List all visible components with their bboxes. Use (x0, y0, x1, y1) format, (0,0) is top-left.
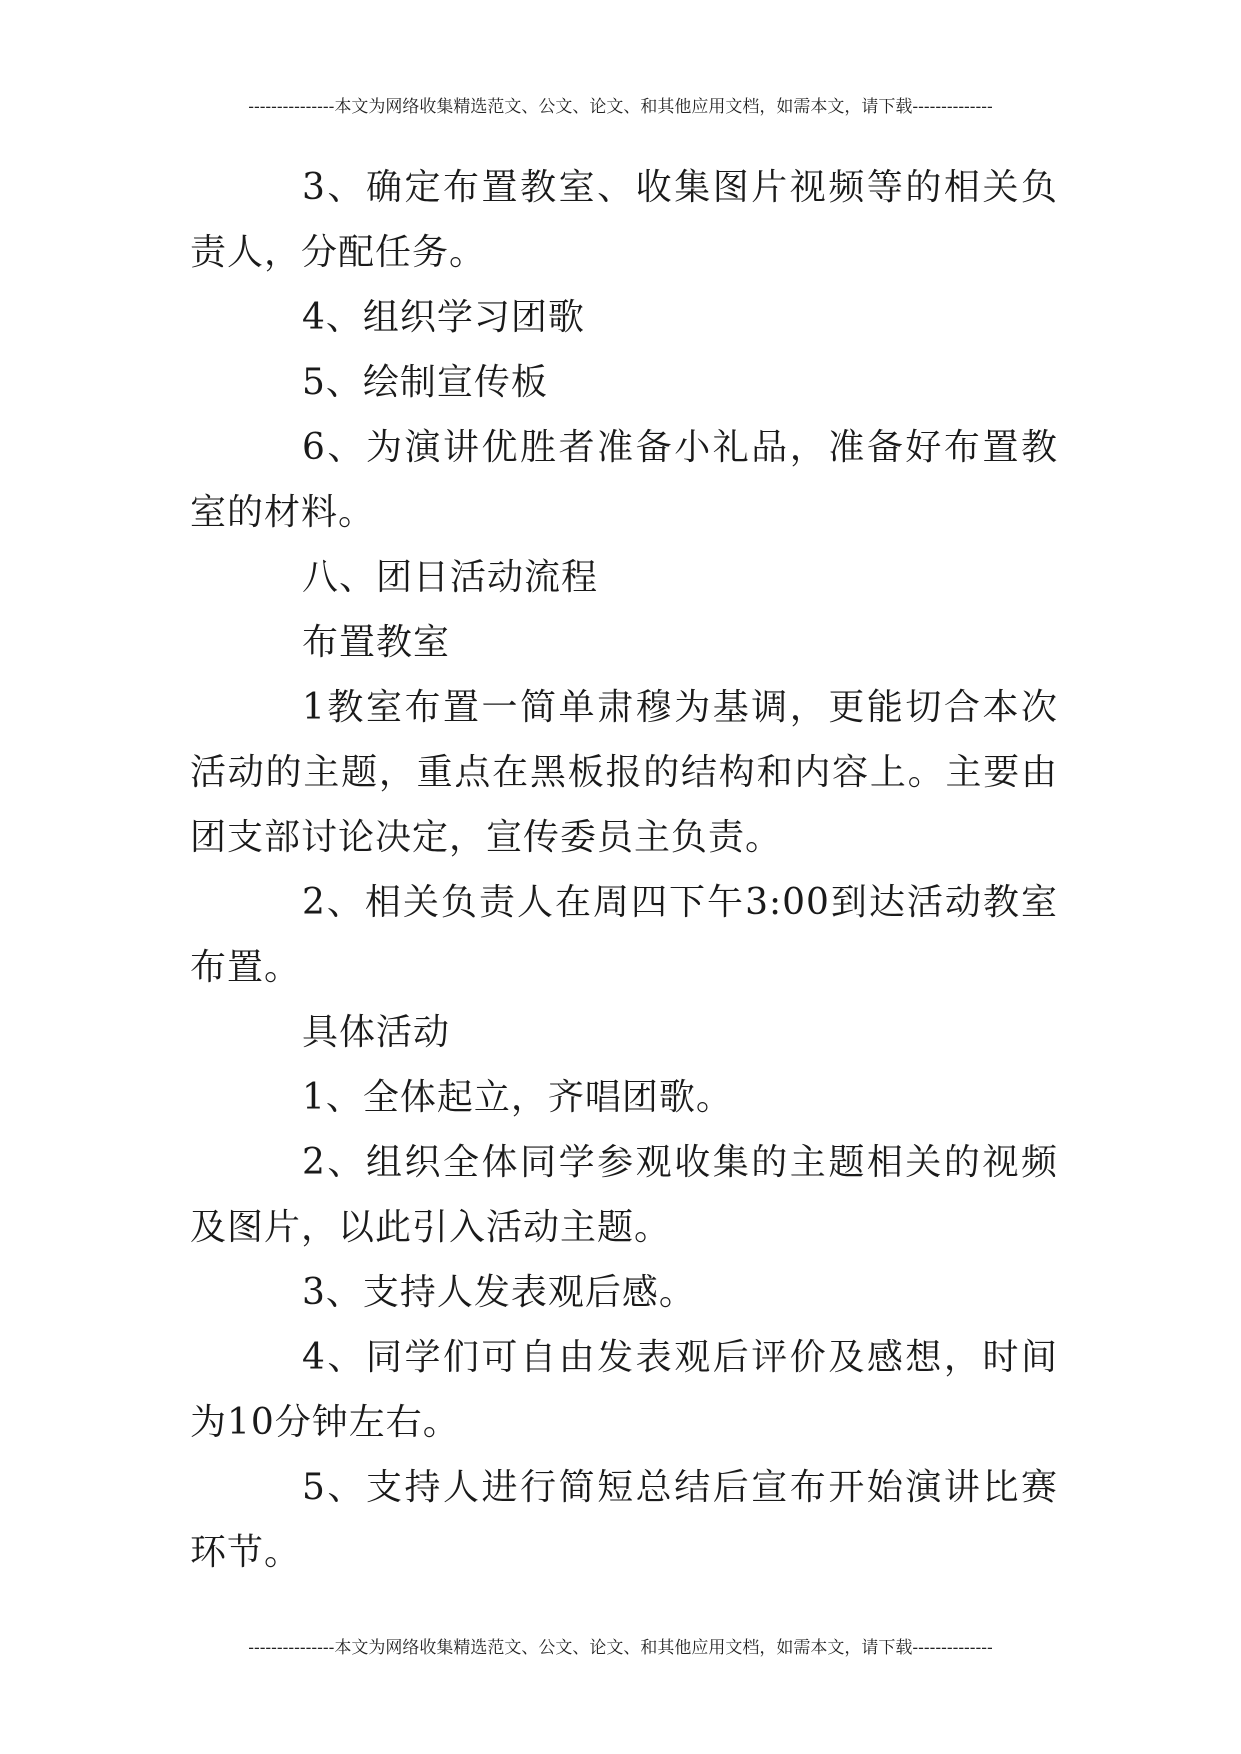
subsection-heading: 布置教室 (302, 622, 451, 663)
paragraph: 1、全体起立，齐唱团歌。 (302, 1077, 733, 1118)
paragraph: 3、确定布置教室、收集图片视频等的相关负责人，分配任务。 (190, 167, 1058, 273)
subsection-heading: 具体活动 (302, 1012, 451, 1053)
paragraph: 5、支持人进行简短总结后宣布开始演讲比赛环节。 (190, 1467, 1058, 1573)
paragraph: 1教室布置一简单肃穆为基调，更能切合本次活动的主题，重点在黑板报的结构和内容上。主要由团支部讨论决定，宣传委员主负责。 (190, 687, 1058, 858)
section-heading: 八、团日活动流程 (302, 557, 599, 598)
paragraph: 4、同学们可自由发表观后评价及感想，时间为10分钟左右。 (190, 1337, 1058, 1443)
paragraph: 6、为演讲优胜者准备小礼品，准备好布置教室的材料。 (190, 427, 1058, 533)
paragraph: 5、绘制宣传板 (302, 362, 548, 403)
document-body (190, 155, 1058, 1585)
paragraph: 3、支持人发表观后感。 (302, 1272, 696, 1313)
paragraph: 2、组织全体同学参观收集的主题相关的视频及图片，以此引入活动主题。 (190, 1142, 1058, 1248)
paragraph: 4、组织学习团歌 (302, 297, 585, 338)
paragraph: 2、相关负责人在周四下午3:00到达活动教室布置。 (190, 882, 1058, 988)
page-header-notice: ---------------本文为网络收集精选范文、公文、论文、和其他应用文档，如需本文，请下载-------------- (248, 97, 993, 117)
page-footer-notice: ---------------本文为网络收集精选范文、公文、论文、和其他应用文档，如需本文，请下载-------------- (248, 1638, 993, 1658)
